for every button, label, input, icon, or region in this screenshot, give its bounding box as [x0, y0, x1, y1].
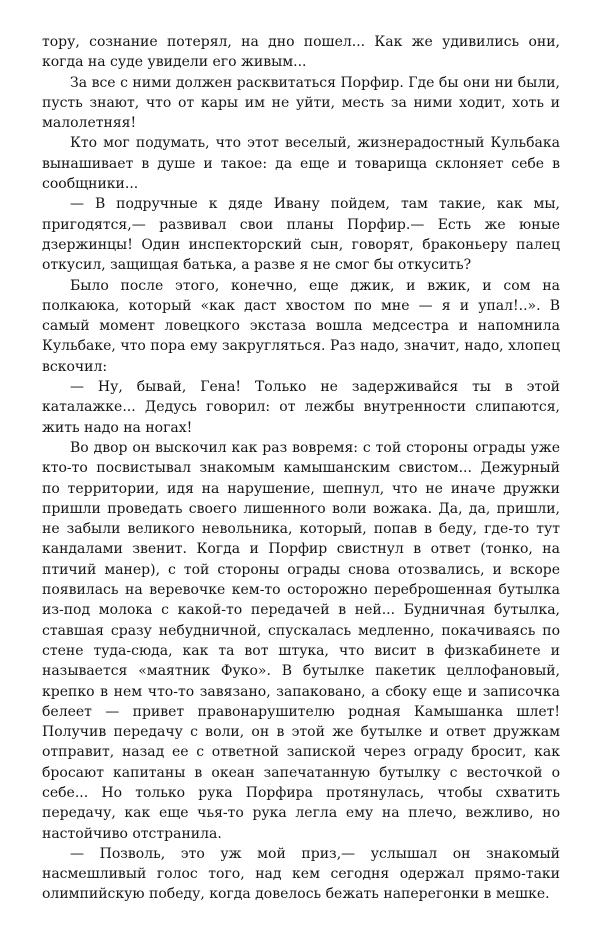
paragraph-dialogue: — Ну, бывай, Гена! Только не задерживайся ты в этой каталажке... Дедусь говорил: от лежбы внутренности слипаются, жить надо на ногах!: [42, 379, 560, 436]
book-page-text: [42, 32, 560, 905]
paragraph: Во двор он выскочил как раз вовремя: с той стороны ограды уже кто-то посвистывал знакомым камышанским свистом... Дежурный по территории, идя на нарушение, шепнул, что не иначе дружки пришли проведать своего лишенного воли вожака. Да, да, пришли, не забыли великого невольника, который, попав в беду, где-то тут кандалами звенит. Когда и Порфир свистнул в ответ (тонко, на птичий манер), с той стороны ограды снова отозвались, и вскоре появилась на веревочке кем-то осторожно переброшенная бутылка из-под молока с какой-то передачей в ней... Будничная бутылка, ставшая сразу небудничной, спускалась медленно, покачиваясь по стене туда-сюда, как та вот штука, что висит в физкабинете и называется «маятник Фуко». В бутылке пакетик целлофановый, крепко в нем что-то завязано, запаковано, а сбоку еще и записочка белеет — привет правонарушителю родная Камышанка шлет! Получив передачу с воли, он в этой же бутылке и ответ дружкам отправит, назад ее с ответной запиской через ограду бросит, как бросают капитаны в океан запечатанную бутылку с весточкой о себе... Но только рука Порфира протянулась, чтобы схватить передачу, как еще чья-то рука легла ему на плечо, вежливо, но настойчиво отстранила.: [42, 439, 560, 842]
paragraph-dialogue: — Позволь, это уж мой приз,— услышал он знакомый насмешливый голос того, над кем сегодня одержал прямо-таки олимпийскую победу, когда довелось бежать наперегонки в мешке.: [42, 845, 560, 903]
paragraph-dialogue: — В подручные к дяде Ивану пойдем, там такие, как мы, пригодятся,— развивал свои планы Порфир.— Есть же юные дзержинцы! Один инспекторский сын, говорят, браконьеру палец откусил, защищая батька, а разве я не смог бы откусить?: [42, 196, 560, 274]
paragraph: Было после этого, конечно, еще джик, и вжик, и сом на полкаюка, который «как даст хвостом по мне — я и упал!..». В самый момент ловецкого экстаза вошла медсестра и напомнила Кульбаке, что пора ему закругляться. Раз надо, значит, надо, хлопец вскочил:: [42, 277, 560, 375]
paragraph: Кто мог подумать, что этот веселый, жизнерадостный Кульбака вынашивает в душе и такое: да еще и товарища склоняет себе в сообщники...: [42, 135, 560, 193]
paragraph: За все с ними должен расквитаться Порфир. Где бы они ни были, пусть знают, что от кары им не уйти, месть за ними ходит, хоть и малолетняя!: [42, 74, 560, 132]
paragraph-continuation: тору, сознание потерял, на дно пошел... Как же удивились они, когда на суде увидели его живым...: [42, 34, 560, 71]
